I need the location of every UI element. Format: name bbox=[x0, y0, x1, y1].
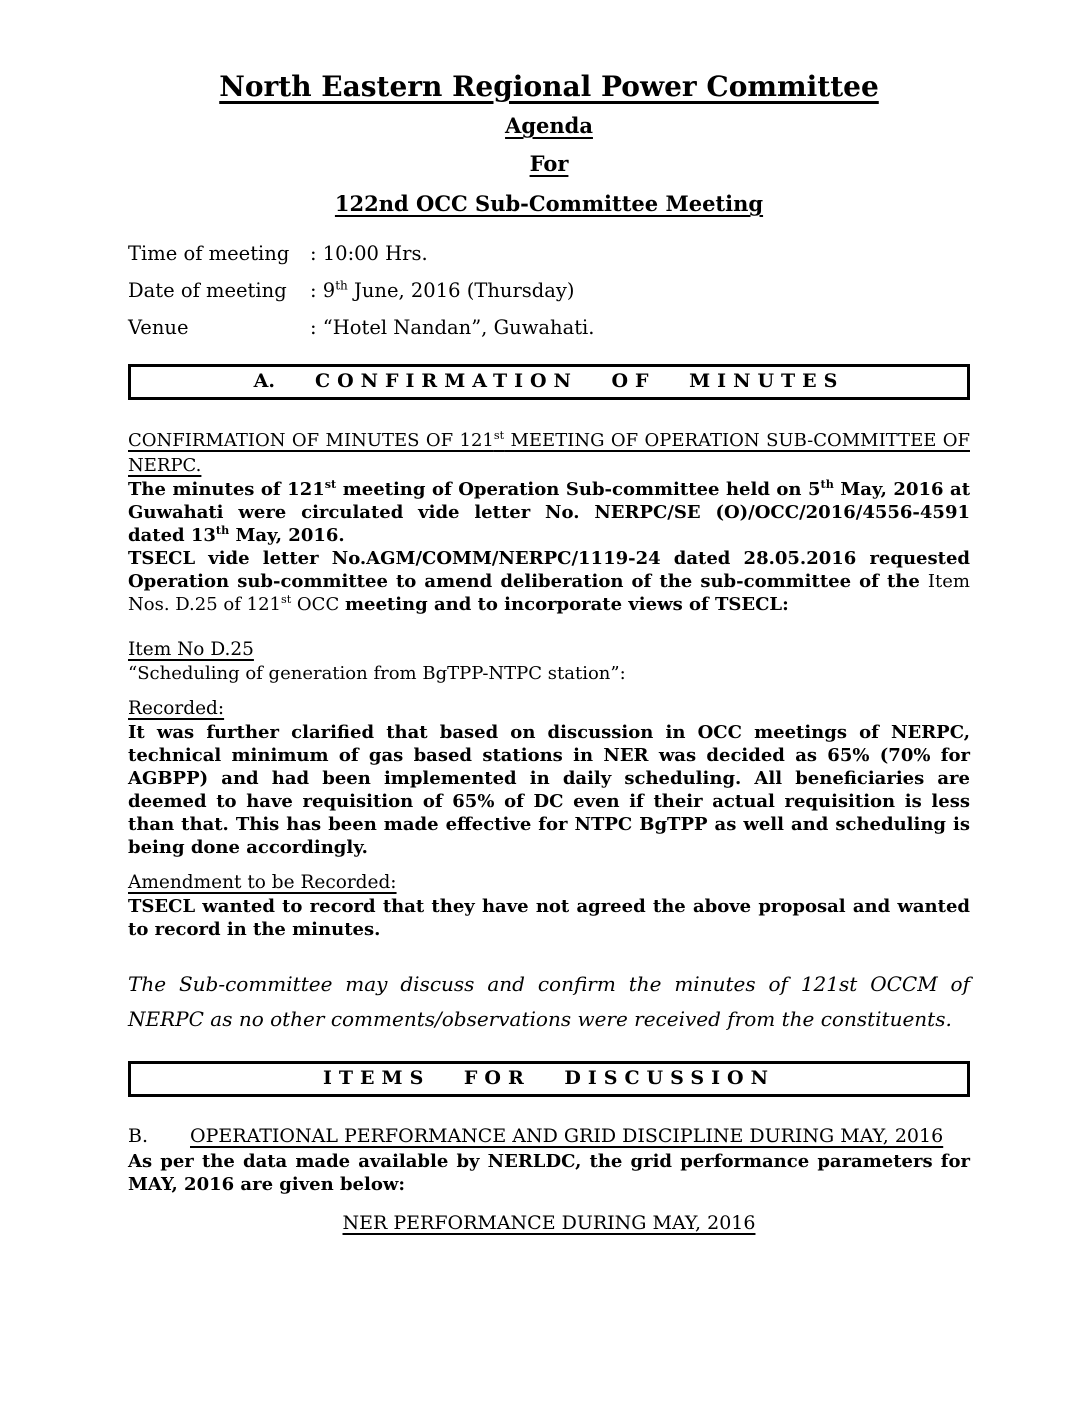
section-b-heading-text: OPERATIONAL PERFORMANCE AND GRID DISCIPLINE DURING MAY, 2016 bbox=[190, 1125, 944, 1147]
subtitle-agenda: Agenda bbox=[505, 113, 593, 138]
meeting-time-label: Time of meeting bbox=[128, 242, 290, 265]
amendment-para: TSECL wanted to record that they have not agreed the above proposal and wanted to record in the minutes. bbox=[128, 896, 970, 940]
section-b-heading bbox=[128, 1123, 970, 1150]
amendment-heading: Amendment to be Recorded: bbox=[128, 872, 397, 893]
tsecl-request-para: TSECL vide letter No.AGM/COMM/NERPC/1119-24 dated 28.05.2016 requested Operation sub-committee to amend deliberation of the sub-committee of the Item Nos. D.25 of 121st OCC meeting and to incorporate views of TSECL: bbox=[128, 548, 970, 615]
meeting-venue-label: Venue bbox=[128, 316, 189, 339]
meeting-info-block bbox=[128, 242, 970, 340]
recorded-para: It was further clarified that based on discussion in OCC meetings of NERPC, technical minimum of gas based stations in NER was decided as 65% (70% for AGBPP) and had been implemented in daily scheduling. All beneficiaries are deemed to have requisition of 65% of DC even if their actual requisition is less than that. This has been made effective for NTPC BgTPP as well and scheduling is being done accordingly. bbox=[128, 722, 970, 858]
section-a-letter: A. bbox=[253, 370, 275, 392]
items-for-discussion-label: ITEMS FOR DISCUSSION bbox=[323, 1067, 775, 1089]
meeting-date-row bbox=[128, 279, 970, 303]
meeting-time-row bbox=[128, 242, 970, 266]
recorded-heading: Recorded: bbox=[128, 698, 225, 719]
confirmation-of-minutes-heading: CONFIRMATION OF MINUTES OF 121st MEETING OF OPERATION SUB-COMMITTEE OF NERPC. bbox=[128, 429, 970, 476]
meeting-venue-value: : “Hotel Nandan”, Guwahati. bbox=[310, 316, 595, 339]
meeting-venue-row bbox=[128, 316, 970, 340]
section-b-letter: B. bbox=[128, 1125, 149, 1147]
grid-performance-intro-para: As per the data made available by NERLDC, the grid performance parameters for MAY, 2016 are given below: bbox=[128, 1151, 970, 1195]
ner-performance-title: NER PERFORMANCE DURING MAY, 2016 bbox=[342, 1212, 756, 1234]
subtitle-for: For bbox=[529, 151, 569, 176]
meeting-date-value: : 9th June, 2016 (Thursday) bbox=[310, 278, 575, 302]
section-a-box-label: CONFIRMATION OF MINUTES bbox=[315, 370, 845, 392]
section-a-box-header bbox=[128, 364, 970, 400]
document-title: North Eastern Regional Power Committee bbox=[219, 70, 879, 103]
minutes-circulated-para: The minutes of 121st meeting of Operation Sub-committee held on 5th May, 2016 at Guwahati were circulated vide letter No. NERPC/SE (O)/OCC/2016/4556-4591 dated 13th May, 2016. bbox=[128, 478, 971, 546]
meeting-time-value: : 10:00 Hrs. bbox=[310, 242, 428, 265]
item-quote-text: “Scheduling of generation from BgTPP-NTPC station”: bbox=[128, 663, 626, 684]
items-for-discussion-box-header bbox=[128, 1061, 970, 1097]
conclusion-para: The Sub-committee may discuss and confirm the minutes of 121st OCCM of NERPC as no other comments/observations were received from the constituents. bbox=[128, 972, 970, 1031]
meeting-date-label: Date of meeting bbox=[128, 279, 287, 302]
item-no-heading: Item No D.25 bbox=[128, 639, 254, 660]
meeting-title: 122nd OCC Sub-Committee Meeting bbox=[334, 191, 764, 216]
